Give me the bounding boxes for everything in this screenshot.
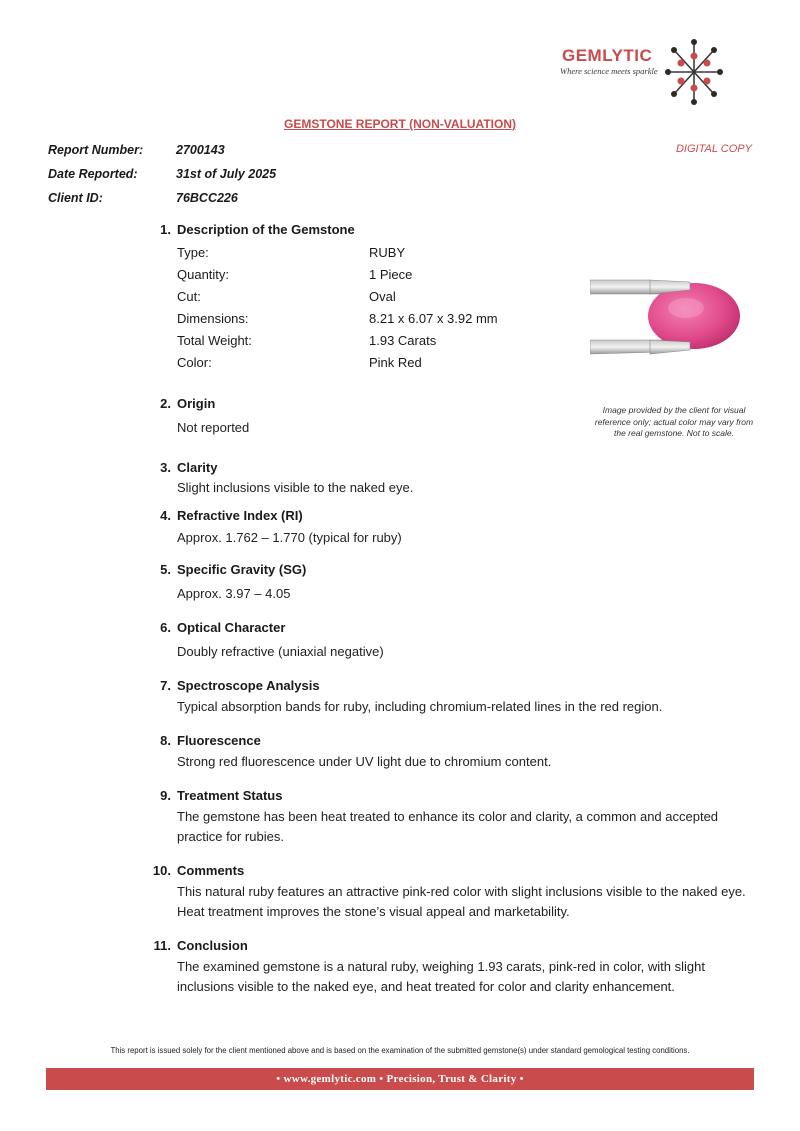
section-title: Refractive Index (RI) xyxy=(177,508,303,523)
digital-copy-label: DIGITAL COPY xyxy=(675,143,752,155)
section-body: Doubly refractive (uniaxial negative) xyxy=(177,644,384,659)
meta-row-date xyxy=(48,162,276,186)
section-specific-gravity xyxy=(150,560,750,604)
footer-band: • www.gemlytic.com • Precision, Trust & Clarity • xyxy=(46,1068,754,1090)
meta-value: 76BCC226 xyxy=(176,191,238,205)
section-title: Fluorescence xyxy=(177,733,261,748)
section-number: 1. xyxy=(160,222,171,237)
desc-value: RUBY xyxy=(369,245,406,260)
section-number: 6. xyxy=(160,620,171,635)
meta-label: Client ID: xyxy=(48,191,103,205)
section-title: Description of the Gemstone xyxy=(177,222,355,237)
desc-label: Dimensions: xyxy=(177,311,249,326)
section-comments xyxy=(150,861,750,922)
section-title: Clarity xyxy=(177,460,218,475)
section-number: 11. xyxy=(153,938,171,953)
section-optical-character xyxy=(150,618,750,662)
section-refractive-index xyxy=(150,506,750,548)
desc-value: 1.93 Carats xyxy=(369,333,437,348)
section-number: 3. xyxy=(160,460,171,475)
section-treatment xyxy=(150,786,750,847)
section-body: Strong red fluorescence under UV light due to chromium content. xyxy=(177,754,552,769)
gemstone-image xyxy=(590,270,770,370)
section-number: 9. xyxy=(160,788,171,803)
section-body: Not reported xyxy=(177,420,250,435)
meta-row-client-id xyxy=(48,186,276,210)
meta-row-report-number xyxy=(48,138,276,162)
desc-row-type xyxy=(177,242,498,264)
desc-row-cut xyxy=(177,286,498,308)
logo-tagline: Where science meets sparkle xyxy=(560,66,658,76)
desc-label: Quantity: xyxy=(177,267,230,282)
section-spectroscope xyxy=(150,676,750,717)
desc-label: Type: xyxy=(177,245,209,260)
meta-value: 2700143 xyxy=(176,143,225,157)
section-number: 8. xyxy=(160,733,171,748)
section-body: Typical absorption bands for ruby, including chromium-related lines in the red region. xyxy=(177,699,663,714)
section-number: 7. xyxy=(160,678,171,693)
section-number: 5. xyxy=(160,562,171,577)
footer-disclaimer: This report is issued solely for the client mentioned above and is based on the examination of the submitted gemstone(s) under standard gemological testing conditions. xyxy=(110,1046,690,1055)
desc-row-quantity xyxy=(177,264,498,286)
meta-label: Date Reported: xyxy=(48,167,138,181)
section-number: 2. xyxy=(160,396,171,411)
desc-value: Oval xyxy=(369,289,396,304)
section-title: Treatment Status xyxy=(177,788,283,803)
section-conclusion xyxy=(150,936,750,997)
section-number: 4. xyxy=(160,508,171,523)
desc-label: Color: xyxy=(177,355,212,370)
section-body: Slight inclusions visible to the naked eye. xyxy=(177,480,414,495)
section-title: Conclusion xyxy=(177,938,248,953)
section-fluorescence xyxy=(150,731,750,772)
section-title: Origin xyxy=(177,396,216,411)
section-body: The examined gemstone is a natural ruby, weighing 1.93 carats, pink-red in color, with slight inclusions visible to the naked eye, and heat treated for color and clarity enhancement. xyxy=(177,959,705,994)
image-caption: Image provided by the client for visual reference only; actual color may vary from the real gemstone. Not to scale. xyxy=(594,405,754,438)
report-meta xyxy=(48,138,276,210)
meta-value: 31st of July 2025 xyxy=(176,167,277,181)
section-title: Spectroscope Analysis xyxy=(177,678,320,693)
section-clarity xyxy=(150,458,750,498)
desc-value: Pink Red xyxy=(369,355,422,370)
desc-row-color xyxy=(177,352,498,374)
section-title: Optical Character xyxy=(177,620,286,635)
desc-row-dimensions xyxy=(177,308,498,330)
section-title: Specific Gravity (SG) xyxy=(177,562,307,577)
report-title: GEMSTONE REPORT (NON-VALUATION) xyxy=(284,117,516,131)
section-body: Approx. 1.762 – 1.770 (typical for ruby) xyxy=(177,530,402,545)
desc-label: Total Weight: xyxy=(177,333,252,348)
description-table xyxy=(177,242,498,374)
section-number: 10. xyxy=(152,863,171,878)
section-body: This natural ruby features an attractive pink-red color with slight inclusions visible to the naked eye. Heat treatment improves the stone’s visual appeal and marketability. xyxy=(177,884,746,919)
logo-name: GEMLYTIC xyxy=(562,46,653,65)
section-body: Approx. 3.97 – 4.05 xyxy=(177,586,291,601)
section-title: Comments xyxy=(177,863,245,878)
desc-label: Cut: xyxy=(177,289,201,304)
logo xyxy=(556,36,726,108)
section-body: The gemstone has been heat treated to enhance its color and clarity, a common and accepted practice for rubies. xyxy=(177,809,719,844)
gem-logo-icon xyxy=(664,36,724,108)
desc-value: 1 Piece xyxy=(369,267,413,282)
desc-row-weight xyxy=(177,330,498,352)
desc-value: 8.21 x 6.07 x 3.92 mm xyxy=(369,311,498,326)
meta-label: Report Number: xyxy=(48,143,144,157)
